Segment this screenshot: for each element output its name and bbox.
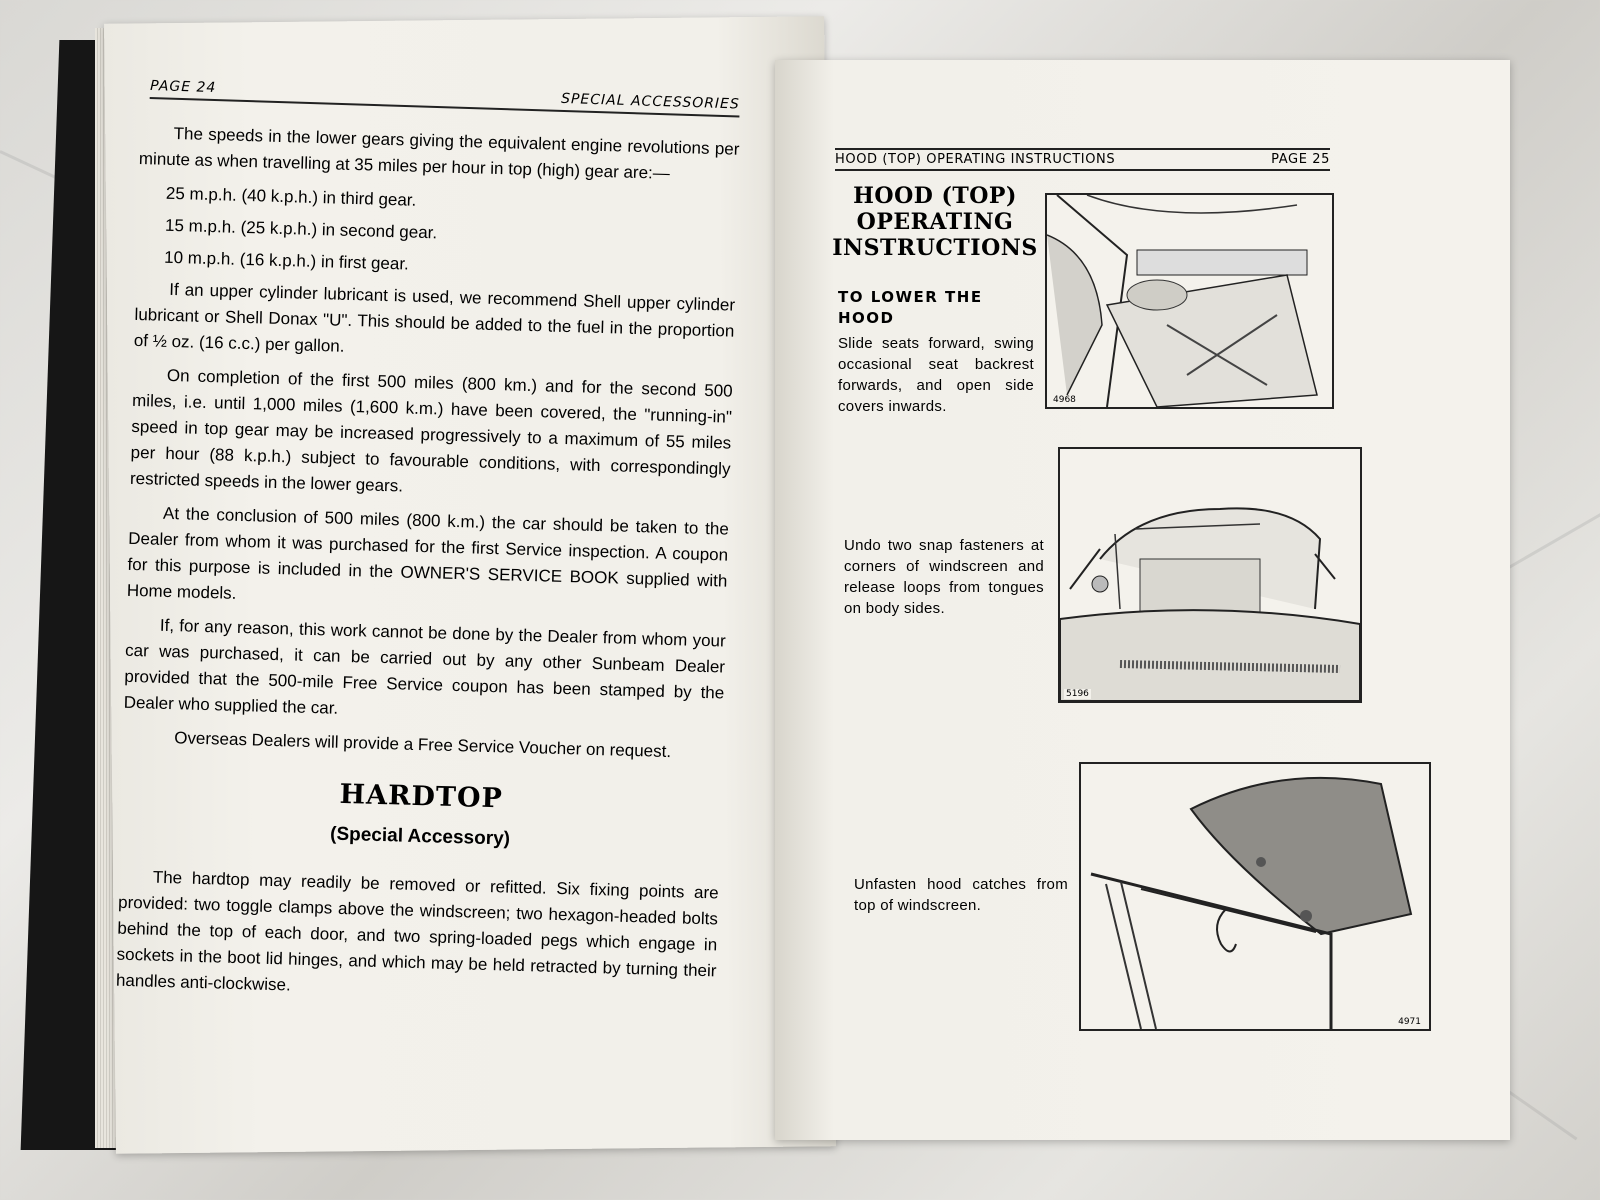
hardtop-paragraph: The hardtop may readily be removed or refitted. Six fixing points are provided: two toggle clamps above the windscreen; two hexagon-headed bolts behind the top of each door, and two spring-loaded pegs which engage in sockets in the boot lid hinges, and which may be held retracted by turning their handles anti-clockwise.	[115, 867, 719, 995]
title-line: HOOD (TOP)	[853, 183, 1017, 209]
figure-number: 5196	[1066, 689, 1089, 699]
speed-second-gear: 15 m.p.h. (25 k.p.h.) in second gear.	[164, 215, 438, 243]
left-page-number: PAGE 24	[149, 78, 217, 97]
car-side-illustration	[1060, 449, 1360, 701]
conclusion-paragraph: At the conclusion of 500 miles (800 k.m.) the car should be taken to the Dealer from whom it was purchased for the first Service inspection. A coupon for this purpose is included in the OWNER'S SERVICE BOOK supplied with Home models.	[126, 503, 730, 603]
figure-seats-forward	[1045, 193, 1334, 409]
windscreen-catch-illustration	[1081, 764, 1429, 1029]
lubricant-paragraph: If an upper cylinder lubricant is used, we recommend Shell upper cylinder lubricant or Shell Donax "U". This should be added to the fuel in the proportion of ½ oz. (16 c.c.) per gallon.	[133, 279, 736, 356]
speed-first-gear: 10 m.p.h. (16 k.p.h.) in first gear.	[163, 247, 410, 274]
right-running-head	[835, 148, 1330, 171]
lower-hood-subheading	[838, 287, 1038, 329]
right-section-title: HOOD (TOP) OPERATING INSTRUCTIONS	[835, 152, 1116, 167]
subhead-line: TO LOWER THE	[838, 288, 983, 306]
left-page-body	[115, 120, 739, 1018]
title-line: INSTRUCTIONS	[832, 235, 1038, 261]
intro-paragraph: The speeds in the lower gears giving the equivalent engine revolutions per minute as when travelling at 35 miles per hour in top (high) gear are:—	[138, 123, 740, 183]
other-dealer-paragraph: If, for any reason, this work cannot be done by the Dealer from whom your car was purchased, it can be carried out by any other Sunbeam Dealer provided that the 500-mile Free Service coupon has been stamped by the Dealer who supplied the car.	[123, 615, 726, 718]
title-line: OPERATING	[856, 209, 1014, 235]
subhead-line: HOOD	[838, 309, 895, 327]
figure-hood-catches	[1079, 762, 1431, 1031]
right-page-number: PAGE 25	[1271, 152, 1330, 167]
step-1-caption: Slide seats forward, swing occasional seat backrest forwards, and open side covers inwards.	[838, 335, 1034, 415]
speed-third-gear: 25 m.p.h. (40 k.p.h.) in third gear.	[165, 183, 417, 210]
car-interior-illustration	[1047, 195, 1332, 407]
left-section-title: SPECIAL ACCESSORIES	[560, 90, 741, 113]
step-2-caption: Undo two snap fasteners at corners of windscreen and release loops from tongues on body sides.	[844, 537, 1044, 617]
hardtop-subheading: (Special Accessory)	[329, 823, 511, 850]
step-3-caption: Unfasten hood catches from top of windscreen.	[854, 876, 1068, 914]
figure-snap-fasteners	[1058, 447, 1362, 703]
overseas-paragraph: Overseas Dealers will provide a Free Service Voucher on request.	[173, 728, 672, 762]
figure-number: 4971	[1398, 1017, 1421, 1027]
figure-number: 4968	[1053, 395, 1076, 405]
hardtop-heading: HARDTOP	[339, 778, 504, 815]
hood-instructions-title	[830, 183, 1040, 261]
running-in-paragraph: On completion of the first 500 miles (800 km.) and for the second 500 miles, i.e. until 1,000 miles (1,600 k.m.) have been covered, the "running-in" speed in top gear may be increased progressively to a maximum of 55 miles per hour (88 k.p.h.) subject to favourable conditions, with correspondingly restricted speeds in the lower gears.	[129, 365, 733, 496]
